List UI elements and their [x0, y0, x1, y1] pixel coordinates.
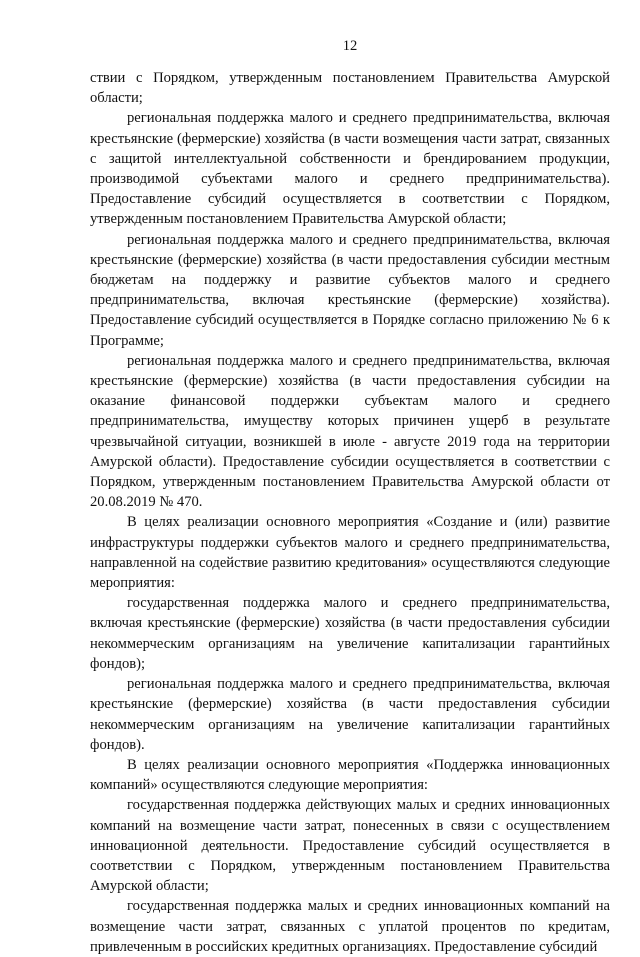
- paragraph: региональная поддержка малого и среднего предпринимательства, включая крестьянские (фермерские) хозяйства (в части предоставления субсидии на оказание финансовой поддержки субъектам малого и среднего предпринимательства, имуществу которых причинен ущерб в результате чрезвычайной ситуации, возникшей в июле - августе 2019 года на территории Амурской области). Предоставление субсидии осуществляется в соответствии с Порядком, утвержденным постановлением Правительства Амурской области от 20.08.2019 № 470.: [90, 352, 610, 511]
- paragraph: государственная поддержка малого и среднего предпринимательства, включая крестьянские (фермерские) хозяйства (в части предоставления субсидии некоммерческим организациям на увеличение капитализации гарантийных фондов);: [90, 595, 610, 672]
- paragraph: региональная поддержка малого и среднего предпринимательства, включая крестьянские (фермерские) хозяйства (в части предоставления субсидии некоммерческим организациям на увеличение капитализации гарантийных фондов).: [90, 676, 610, 753]
- paragraph: государственная поддержка малых и средних инновационных компаний на возмещение части затрат, связанных с уплатой процентов по кредитам, привлеченным в российских кредитных организациях. Предоставление субсидий: [90, 898, 610, 955]
- document-body: [90, 68, 610, 957]
- paragraph: региональная поддержка малого и среднего предпринимательства, включая крестьянские (фермерские) хозяйства (в части предоставления субсидии местным бюджетам на поддержку и развитие субъектов малого и среднего предпринимательства, включая крестьянские (фермерские) хозяйства). Предоставление субсидий осуществляется в Порядке согласно приложению № 6 к Программе;: [90, 231, 610, 349]
- paragraph: В целях реализации основного мероприятия «Создание и (или) развитие инфраструктуры поддержки субъектов малого и среднего предпринимательства, направленной на содействие развитию кредитования» осуществляются следующие мероприятия:: [90, 514, 610, 592]
- page-number: 12: [342, 38, 358, 54]
- paragraph: региональная поддержка малого и среднего предпринимательства, включая крестьянские (фермерские) хозяйства (в части возмещения части затрат, связанных с защитой интеллектуальной собственности и брендированием продукции, производимой субъектами малого и среднего предпринимательства). Предоставление субсидий осуществляется в соответствии с Порядком, утвержденным постановлением Правительства Амурской области;: [90, 110, 610, 228]
- paragraph: государственная поддержка действующих малых и средних инновационных компаний на возмещение части затрат, понесенных в связи с осуществлением инновационной деятельности. Предоставление субсидий осуществляется в соответствии с Порядком, утвержденным постановлением Правительства Амурской области;: [90, 797, 610, 895]
- paragraph-continuation: ствии с Порядком, утвержденным постановлением Правительства Амурской области;: [90, 70, 610, 107]
- paragraph: В целях реализации основного мероприятия «Поддержка инновационных компаний» осуществляются следующие мероприятия:: [90, 756, 610, 794]
